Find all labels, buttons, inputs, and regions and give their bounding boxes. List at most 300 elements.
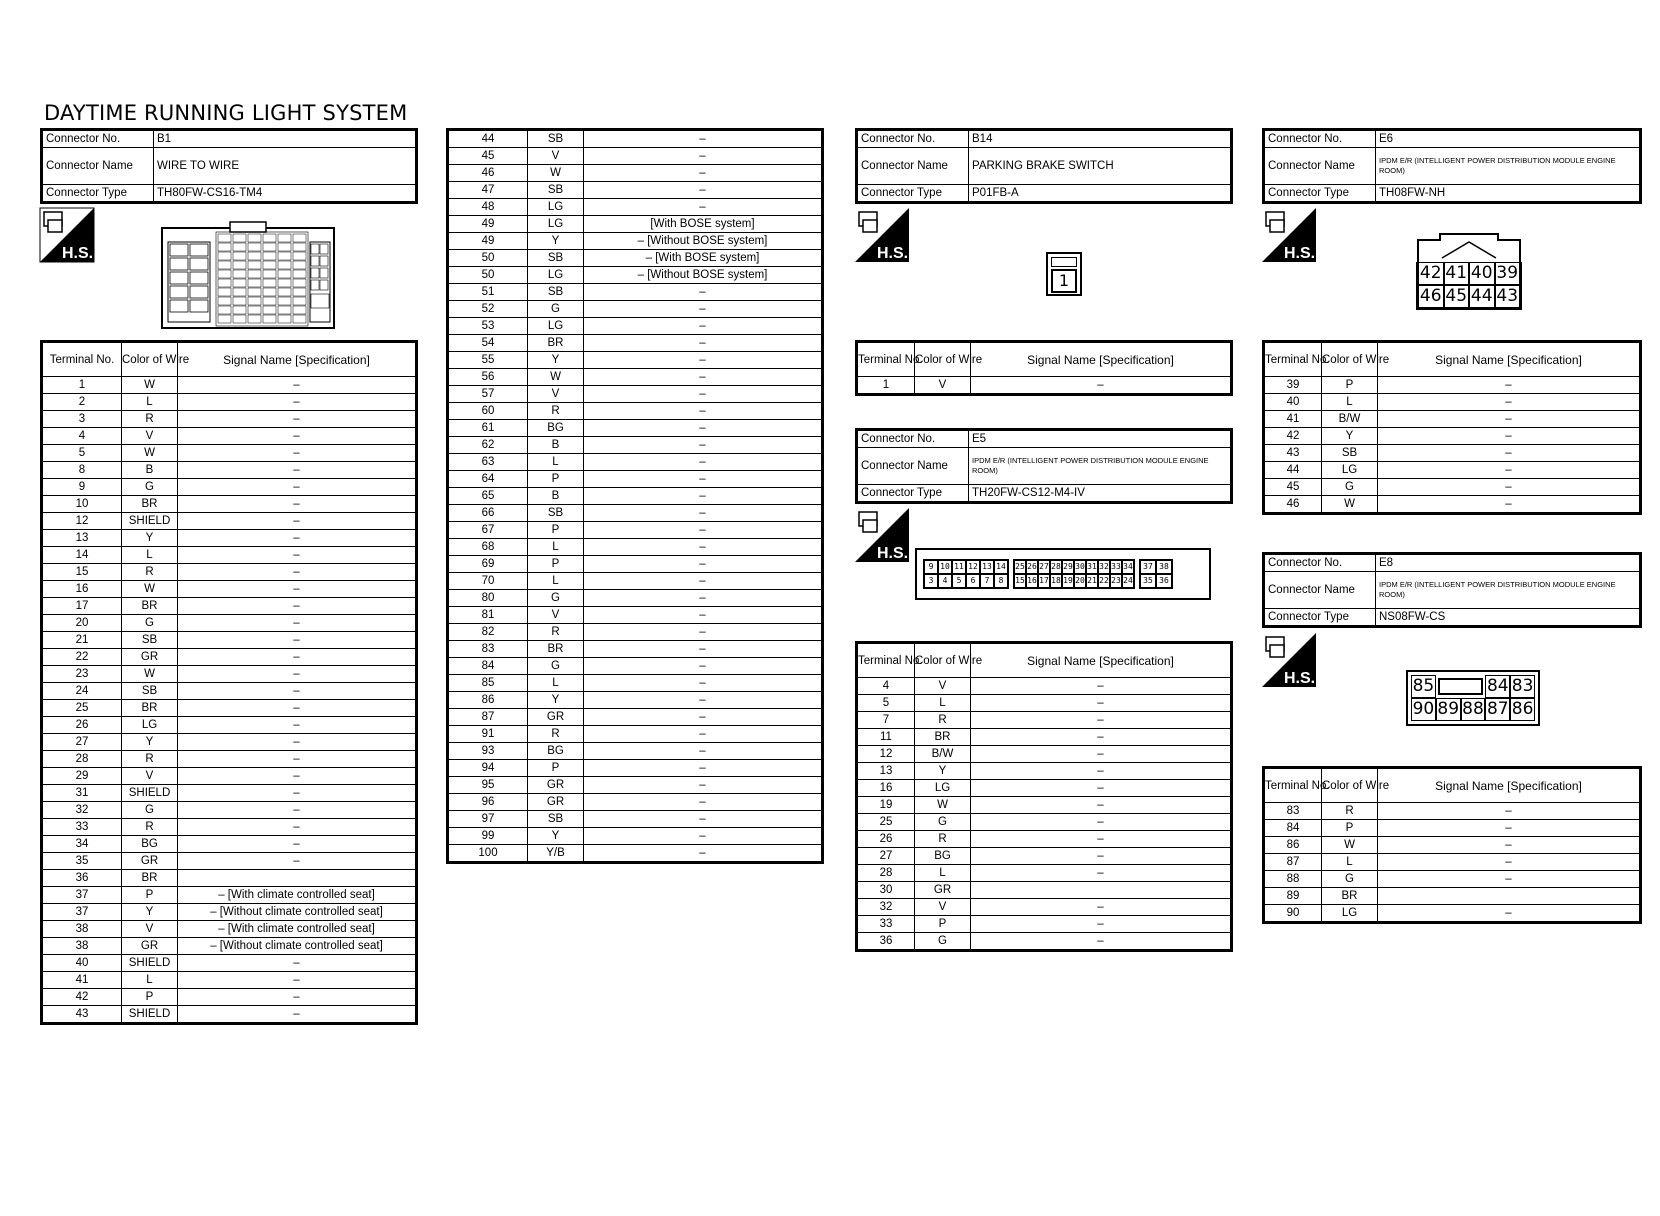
wire-color-cell: B/W: [915, 746, 971, 763]
terminal-no-header: Terminal No.: [857, 342, 915, 377]
table-row: [448, 641, 823, 658]
signal-name-cell: –: [1378, 496, 1641, 514]
connector-no-value: B14: [969, 130, 1232, 148]
hs-badge-icon: [40, 208, 94, 262]
wire-color-cell: L: [528, 675, 584, 692]
signal-name-cell: –: [178, 666, 417, 683]
table-row: [448, 267, 823, 284]
terminal-no-cell: 33: [857, 916, 915, 933]
table-row: [448, 148, 823, 165]
terminal-no-cell: 55: [448, 352, 528, 369]
signal-name-cell: –: [178, 581, 417, 598]
terminal-no-cell: 13: [857, 763, 915, 780]
signal-name-cell: –: [178, 394, 417, 411]
signal-name-cell: –: [178, 700, 417, 717]
table-row: [448, 403, 823, 420]
signal-name-cell: –: [971, 848, 1232, 865]
signal-name-cell: –: [971, 933, 1232, 951]
wire-color-cell: W: [122, 377, 178, 394]
hs-badge-icon: [1262, 633, 1316, 687]
pin-label: 7: [980, 574, 994, 588]
page-title: DAYTIME RUNNING LIGHT SYSTEM: [44, 101, 408, 125]
connector-name-value: IPDM E/R (INTELLIGENT POWER DISTRIBUTION MODULE ENGINE ROOM): [1379, 580, 1616, 599]
connector-e8-section: [1262, 552, 1642, 628]
table-row: [1264, 394, 1641, 411]
terminal-no-cell: 80: [448, 590, 528, 607]
table-row: [448, 199, 823, 216]
signal-name-cell: –: [584, 369, 823, 386]
terminal-no-cell: 32: [42, 802, 122, 819]
signal-name-cell: – [Without climate controlled seat]: [178, 904, 417, 921]
terminal-no-cell: 89: [1264, 888, 1322, 905]
signal-name-cell: –: [584, 335, 823, 352]
connector-e8-wire-table: [1262, 766, 1642, 924]
table-row: [1264, 888, 1641, 905]
wire-color-cell: R: [528, 624, 584, 641]
signal-name-cell: –: [971, 780, 1232, 797]
pin-label: 17: [1038, 574, 1050, 588]
terminal-no-cell: 7: [857, 712, 915, 729]
pin-label: 35: [1140, 574, 1156, 588]
signal-name-cell: –: [178, 1006, 417, 1024]
terminal-no-cell: 40: [1264, 394, 1322, 411]
wire-color-cell: LG: [1322, 462, 1378, 479]
table-row: [42, 377, 417, 394]
terminal-no-cell: 84: [1264, 820, 1322, 837]
connector-type-label: Connector Type: [857, 185, 969, 203]
terminal-no-cell: 87: [1264, 854, 1322, 871]
signal-name-cell: –: [971, 797, 1232, 814]
wire-color-cell: L: [122, 972, 178, 989]
terminal-no-cell: 41: [1264, 411, 1322, 428]
terminal-no-cell: 30: [857, 882, 915, 899]
wire-color-cell: LG: [528, 199, 584, 216]
table-row: [857, 933, 1232, 951]
connector-b14-info: [855, 128, 1233, 204]
table-row: [42, 989, 417, 1006]
terminal-no-cell: 36: [857, 933, 915, 951]
terminal-no-cell: 86: [448, 692, 528, 709]
terminal-no-cell: 51: [448, 284, 528, 301]
connector-type-label: Connector Type: [1264, 185, 1376, 203]
pin-label: 88: [1462, 699, 1484, 719]
table-row: [42, 462, 417, 479]
color-of-wire-header: Color of Wire: [915, 342, 971, 377]
table-row: [857, 695, 1232, 712]
connector-no-label: Connector No.: [1264, 130, 1376, 148]
wire-color-cell: G: [122, 479, 178, 496]
table-row: [448, 607, 823, 624]
wire-color-cell: SB: [528, 130, 584, 148]
wire-color-cell: V: [122, 921, 178, 938]
wire-color-cell: GR: [528, 794, 584, 811]
wire-color-cell: GR: [528, 777, 584, 794]
table-row: [448, 556, 823, 573]
signal-name-cell: –: [971, 695, 1232, 712]
wire-color-cell: SHIELD: [122, 955, 178, 972]
connector-e8-face-icon: [1406, 670, 1540, 726]
connector-name-value: WIRE TO WIRE: [154, 148, 417, 185]
terminal-no-cell: 96: [448, 794, 528, 811]
wire-color-cell: SB: [122, 632, 178, 649]
wire-color-cell: P: [528, 471, 584, 488]
signal-name-cell: –: [971, 831, 1232, 848]
signal-name-cell: –: [178, 683, 417, 700]
signal-name-cell: –: [178, 632, 417, 649]
wire-color-cell: W: [122, 445, 178, 462]
table-row: [448, 301, 823, 318]
pin-label: 36: [1156, 574, 1172, 588]
signal-name-cell: –: [584, 556, 823, 573]
signal-name-cell: –: [584, 794, 823, 811]
connector-e5-wire-table: [855, 641, 1233, 952]
signal-name-cell: – [With climate controlled seat]: [178, 887, 417, 904]
signal-name-cell: –: [178, 479, 417, 496]
terminal-no-cell: 28: [42, 751, 122, 768]
pin-label: 8: [994, 574, 1008, 588]
signal-name-cell: –: [1378, 854, 1641, 871]
pin-label: 33: [1110, 560, 1122, 574]
terminal-no-cell: 84: [448, 658, 528, 675]
pin-label: 45: [1445, 286, 1468, 306]
table-row: [448, 590, 823, 607]
wire-color-cell: SHIELD: [122, 513, 178, 530]
connector-no-label: Connector No.: [1264, 554, 1376, 572]
wire-color-cell: V: [915, 678, 971, 695]
table-row: [448, 471, 823, 488]
terminal-no-cell: 46: [448, 165, 528, 182]
table-row: [857, 678, 1232, 695]
table-row: [42, 700, 417, 717]
table-row: [448, 130, 823, 148]
signal-name-cell: –: [584, 709, 823, 726]
terminal-no-cell: 45: [1264, 479, 1322, 496]
wire-color-cell: P: [1322, 377, 1378, 394]
signal-name-cell: [971, 882, 1232, 899]
terminal-no-cell: 54: [448, 335, 528, 352]
terminal-no-cell: 47: [448, 182, 528, 199]
table-row: [857, 729, 1232, 746]
signal-name-cell: –: [971, 763, 1232, 780]
signal-name-cell: –: [584, 318, 823, 335]
wire-color-cell: G: [528, 301, 584, 318]
connector-name-value: IPDM E/R (INTELLIGENT POWER DISTRIBUTION MODULE ENGINE ROOM): [1379, 156, 1616, 175]
color-of-wire-header: Color of Wire: [915, 643, 971, 678]
terminal-no-cell: 70: [448, 573, 528, 590]
terminal-no-cell: 2: [42, 394, 122, 411]
pin-label: 21: [1086, 574, 1098, 588]
signal-name-cell: –: [584, 437, 823, 454]
table-row: [1264, 462, 1641, 479]
terminal-no-cell: 25: [42, 700, 122, 717]
terminal-no-header: Terminal No.: [1264, 768, 1322, 803]
signal-name-cell: –: [178, 615, 417, 632]
table-row: [1264, 803, 1641, 820]
signal-name-cell: –: [971, 729, 1232, 746]
table-row: [448, 692, 823, 709]
signal-name-cell: –: [971, 746, 1232, 763]
table-row: [42, 428, 417, 445]
connector-type-value: TH20FW-CS12-M4-IV: [969, 485, 1232, 503]
signal-name-cell: –: [178, 972, 417, 989]
e5-pin-block-3: [1139, 559, 1173, 589]
wire-color-cell: R: [1322, 803, 1378, 820]
terminal-no-header: Terminal No.: [42, 342, 122, 377]
wire-color-cell: P: [528, 556, 584, 573]
terminal-no-cell: 42: [42, 989, 122, 1006]
signal-name-cell: –: [178, 530, 417, 547]
signal-name-cell: –: [584, 284, 823, 301]
wire-color-cell: L: [122, 547, 178, 564]
signal-name-cell: – [Without BOSE system]: [584, 267, 823, 284]
connector-no-label: Connector No.: [857, 130, 969, 148]
signal-name-cell: [178, 870, 417, 887]
signal-name-cell: [1378, 888, 1641, 905]
wire-color-cell: R: [122, 751, 178, 768]
wire-color-cell: G: [1322, 479, 1378, 496]
wire-color-cell: Y: [915, 763, 971, 780]
terminal-no-cell: 35: [42, 853, 122, 870]
terminal-no-cell: 3: [42, 411, 122, 428]
table-row: [1264, 905, 1641, 923]
table-row: [42, 496, 417, 513]
signal-name-cell: – [With climate controlled seat]: [178, 921, 417, 938]
e5-pin-block-1: [923, 559, 1009, 589]
table-row: [857, 797, 1232, 814]
table-row: [448, 811, 823, 828]
wire-color-cell: BR: [1322, 888, 1378, 905]
signal-name-cell: –: [178, 411, 417, 428]
table-row: [857, 814, 1232, 831]
table-row: [448, 420, 823, 437]
wire-color-cell: G: [915, 814, 971, 831]
wire-color-cell: L: [528, 454, 584, 471]
pin-label: 9: [924, 560, 938, 574]
signal-name-cell: –: [178, 445, 417, 462]
wire-color-cell: W: [1322, 496, 1378, 514]
table-row: [42, 887, 417, 904]
connector-no-value: B1: [154, 130, 417, 148]
wire-color-cell: GR: [915, 882, 971, 899]
wire-color-cell: V: [915, 899, 971, 916]
pin-label: 31: [1086, 560, 1098, 574]
table-row: [42, 479, 417, 496]
wire-color-cell: V: [122, 428, 178, 445]
pin-label: 11: [952, 560, 966, 574]
pin-label: 1: [1051, 269, 1077, 293]
wire-color-cell: V: [528, 148, 584, 165]
pin-label: 28: [1050, 560, 1062, 574]
wire-color-cell: SB: [1322, 445, 1378, 462]
hs-badge-icon: [1262, 208, 1316, 262]
connector-e6-face-icon: [1416, 232, 1522, 310]
terminal-no-cell: 12: [857, 746, 915, 763]
terminal-no-cell: 41: [42, 972, 122, 989]
wire-color-cell: Y/B: [528, 845, 584, 863]
connector-name-label: Connector Name: [857, 448, 969, 485]
terminal-no-cell: 1: [42, 377, 122, 394]
wire-color-cell: V: [528, 386, 584, 403]
wire-color-cell: Y: [528, 692, 584, 709]
connector-e5-section: [855, 428, 1233, 504]
wire-color-cell: LG: [528, 318, 584, 335]
terminal-no-cell: 64: [448, 471, 528, 488]
wire-color-cell: Y: [122, 904, 178, 921]
table-row: [448, 726, 823, 743]
terminal-no-cell: 27: [857, 848, 915, 865]
signal-name-cell: –: [584, 692, 823, 709]
connector-b14-wire-table: [855, 340, 1233, 396]
terminal-no-cell: 97: [448, 811, 528, 828]
signal-name-cell: –: [971, 916, 1232, 933]
signal-name-cell: –: [584, 522, 823, 539]
signal-name-cell: –: [584, 726, 823, 743]
signal-name-cell: –: [178, 751, 417, 768]
signal-name-cell: –: [1378, 803, 1641, 820]
connector-b1-section: [40, 128, 418, 204]
signal-name-header: Signal Name [Specification]: [971, 342, 1232, 377]
pin-label: 26: [1026, 560, 1038, 574]
signal-name-cell: –: [1378, 462, 1641, 479]
terminal-no-cell: 28: [857, 865, 915, 882]
connector-type-value: TH80FW-CS16-TM4: [154, 185, 417, 203]
color-of-wire-header: Color of Wire: [1322, 768, 1378, 803]
terminal-no-cell: 16: [857, 780, 915, 797]
terminal-no-header: Terminal No.: [1264, 342, 1322, 377]
terminal-no-cell: 60: [448, 403, 528, 420]
signal-name-header: Signal Name [Specification]: [1378, 768, 1641, 803]
wire-color-cell: L: [1322, 854, 1378, 871]
terminal-no-cell: 36: [42, 870, 122, 887]
terminal-no-cell: 69: [448, 556, 528, 573]
signal-name-cell: –: [584, 777, 823, 794]
terminal-no-cell: 68: [448, 539, 528, 556]
connector-e5-face-icon: [915, 548, 1211, 600]
table-row: [42, 751, 417, 768]
terminal-no-cell: 38: [42, 938, 122, 955]
table-row: [42, 717, 417, 734]
wire-color-cell: BG: [915, 848, 971, 865]
wire-color-cell: P: [1322, 820, 1378, 837]
connector-no-value: E8: [1376, 554, 1641, 572]
wire-color-cell: SB: [528, 505, 584, 522]
terminal-no-cell: 40: [42, 955, 122, 972]
terminal-no-cell: 21: [42, 632, 122, 649]
signal-name-cell: –: [1378, 394, 1641, 411]
pin-label: 84: [1486, 676, 1509, 696]
terminal-no-cell: 5: [857, 695, 915, 712]
pin-label: 30: [1074, 560, 1086, 574]
connector-type-label: Connector Type: [1264, 609, 1376, 627]
wire-color-cell: V: [915, 377, 971, 395]
connector-name-label: Connector Name: [1264, 148, 1376, 185]
terminal-no-cell: 43: [42, 1006, 122, 1024]
terminal-no-cell: 49: [448, 233, 528, 250]
signal-name-cell: –: [584, 573, 823, 590]
connector-name-value: PARKING BRAKE SWITCH: [969, 148, 1232, 185]
signal-name-cell: –: [584, 845, 823, 863]
signal-name-cell: –: [584, 505, 823, 522]
terminal-no-cell: 25: [857, 814, 915, 831]
terminal-no-cell: 87: [448, 709, 528, 726]
wire-color-cell: W: [122, 666, 178, 683]
signal-name-cell: –: [178, 496, 417, 513]
pin-label: 24: [1122, 574, 1134, 588]
table-row: [1264, 854, 1641, 871]
connector-e5-wire-table-wrap: [855, 641, 1233, 952]
terminal-no-cell: 88: [1264, 871, 1322, 888]
wire-color-cell: BR: [122, 496, 178, 513]
wire-color-cell: SHIELD: [122, 785, 178, 802]
signal-name-cell: –: [178, 462, 417, 479]
pin-label: 41: [1445, 263, 1468, 283]
signal-name-cell: –: [1378, 837, 1641, 854]
connector-name-label: Connector Name: [857, 148, 969, 185]
table-row: [857, 865, 1232, 882]
pin-label: 15: [1014, 574, 1026, 588]
terminal-no-cell: 14: [42, 547, 122, 564]
table-row: [42, 632, 417, 649]
connector-name-label: Connector Name: [1264, 572, 1376, 609]
pin-label: 83: [1511, 676, 1534, 696]
table-row: [857, 848, 1232, 865]
signal-name-cell: –: [971, 814, 1232, 831]
table-row: [448, 777, 823, 794]
pin-label: 43: [1496, 286, 1519, 306]
signal-name-cell: –: [584, 420, 823, 437]
terminal-no-cell: 44: [448, 130, 528, 148]
table-row: [448, 828, 823, 845]
pin-label: 16: [1026, 574, 1038, 588]
wire-color-cell: BG: [528, 420, 584, 437]
hs-badge-label: H.S.: [877, 545, 909, 562]
wire-color-cell: W: [1322, 837, 1378, 854]
hs-badge-label: H.S.: [62, 245, 94, 262]
signal-name-cell: –: [1378, 411, 1641, 428]
wire-color-cell: W: [122, 581, 178, 598]
terminal-no-cell: 56: [448, 369, 528, 386]
terminal-no-cell: 5: [42, 445, 122, 462]
table-row: [1264, 820, 1641, 837]
wire-color-cell: V: [122, 768, 178, 785]
terminal-no-cell: 27: [42, 734, 122, 751]
hs-badge-icon: [855, 208, 909, 262]
wire-color-cell: R: [528, 403, 584, 420]
wire-color-cell: Y: [122, 530, 178, 547]
signal-name-cell: –: [971, 712, 1232, 729]
connector-b1-wire-table-wrap: [40, 340, 418, 1025]
table-row: [448, 233, 823, 250]
color-of-wire-header: Color of Wire: [1322, 342, 1378, 377]
signal-name-cell: –: [178, 836, 417, 853]
connector-b1-wire-table-continued: [446, 128, 824, 864]
wire-color-cell: BR: [122, 870, 178, 887]
table-row: [42, 445, 417, 462]
wire-color-cell: LG: [528, 216, 584, 233]
connector-e6-info: [1262, 128, 1642, 204]
terminal-no-cell: 39: [1264, 377, 1322, 394]
terminal-no-cell: 23: [42, 666, 122, 683]
wire-color-cell: LG: [915, 780, 971, 797]
table-row: [448, 573, 823, 590]
table-row: [857, 377, 1232, 395]
connector-type-value: TH08FW-NH: [1376, 185, 1641, 203]
terminal-no-cell: 85: [448, 675, 528, 692]
table-row: [857, 712, 1232, 729]
terminal-no-cell: 16: [42, 581, 122, 598]
hs-badge-label: H.S.: [877, 245, 909, 262]
signal-name-cell: –: [584, 828, 823, 845]
